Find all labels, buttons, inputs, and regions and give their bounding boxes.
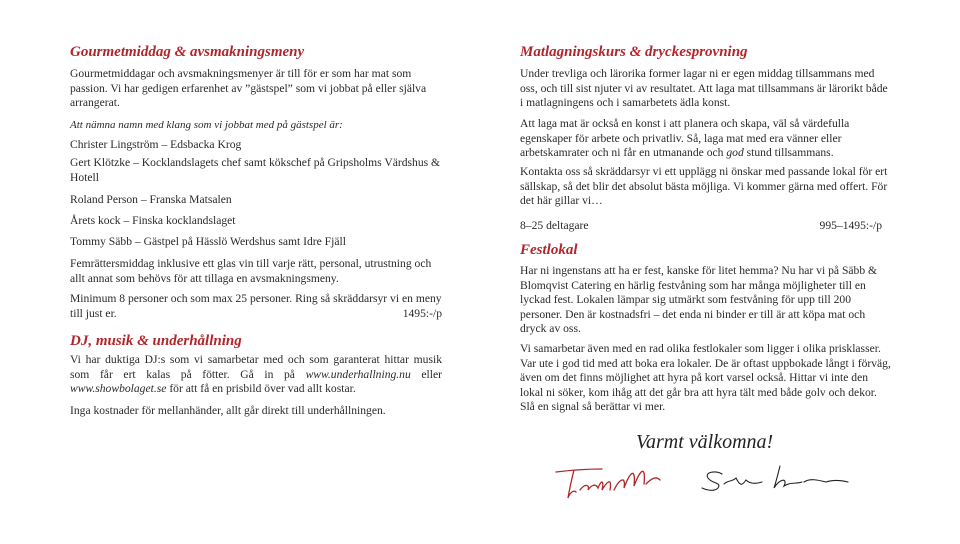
course-p1: Under trevliga och lärorika former lagar ni er egen middag tillsammans med oss, och till sist njuter vi av resultatet. Att laga mat tillsammans är lärorikt både i matlagningens och i samarbetets ädla konst. [520,67,888,109]
dj-text-c: för att få en prisbild över vad allt kostar. [166,382,356,395]
chef-item: Gert Klötzke – Kocklandslagets chef samt kökschef på Gripsholms Värdshus & Hotell [70,156,441,184]
closing-greeting: Varmt välkomna! [636,431,774,453]
course-price-row [520,219,882,235]
signatures [552,456,882,506]
festlokal-p2: Vi samarbetar även med en rad olika festlokaler som ligger i olika prisklasser. Var ute i god tid med att boka era lokaler. De är oftast uppbokade långt i förväg, även om det finns möjlighet att hyra på kort varsel också. Hittar vi inte den lokal ni söker, kom ihåg att det går bra att hyra tält med både golv och dekor. Slå en signal så berättar vi mer. [520,342,891,413]
dj-heading: DJ, musik & underhållning [70,333,242,349]
dj-text-b: eller [410,367,442,381]
gourmet-intro: Gourmetmiddagar och avsmakningsmenyer är till för er som har mat som passion. Vi har gedigen erfarenhet av ”gästspel” som vi jobbat på eller själva arrangerat. [70,67,427,109]
chef-item: Tommy Säbb – Gästpel på Hässlö Werdshus samt Idre Fjäll [70,235,346,248]
showbolaget-link[interactable]: www.showbolaget.se [70,382,167,395]
dj-text-a: Vi har duktiga DJ:s som vi samarbetar med och som garanterat hittar musik som får ert kalas på fötter. Gå in på [70,353,442,381]
course-p3: Kontakta oss så skräddarsyr vi ett upplägg ni önskar med passande lokal för ert sällskap, så det blir det absolut bästa möjliga. Vi kommer gärna med offert. För det här gillar vi… [520,165,888,207]
course-participants: 8–25 deltagare [520,219,589,232]
chef-item: Christer Lingström – Edsbacka Krog [70,138,242,151]
gourmet-minimum [70,292,442,321]
chefs-intro: Att nämna namn med klang som vi jobbat med på gästspel är: [70,119,343,131]
course-p2-a: Att laga mat är också en konst i att planera och skapa, väl så värdefulla egenskaper för arbete och privatliv. Så, laga mat med era vänner eller arbetskamrater och ni får en utmanande och [520,117,850,159]
signature-black-icon [702,466,848,490]
minimum-text: Minimum 8 personer och som max 25 personer. Ring så skräddarsyr vi en meny till just er. [70,292,442,320]
underhallning-link[interactable]: www.underhallning.nu [305,367,411,381]
course-p2-b: stund tillsammans. [743,146,834,159]
festlokal-p1: Har ni ingenstans att ha er fest, kanske för litet hemma? Nu har vi på Säbb & Blomqvist Catering en härlig festvåning som har många möjligheter till en lyckad fest. Lokalen lämpar sig utmärkt som festvåning för upp till 200 personer. Den är kostnadsfri – det enda ni binder er till är att köpa mat och dryck av oss. [520,264,878,335]
course-price: 995–1495:-/p [819,219,882,232]
chef-item: Roland Person – Franska Matsalen [70,193,232,206]
course-p2-em: god [726,146,744,159]
dj-text [70,353,442,397]
course-p2 [520,117,892,161]
course-heading: Matlagningskurs & dryckesprovning [520,44,748,60]
signature-red-icon [556,469,660,498]
dj-note: Inga kostnader för mellanhänder, allt går direkt till underhållningen. [70,404,386,417]
gourmet-description: Femrättersmiddag inklusive ett glas vin till varje rätt, personal, utrustning och allt annat som behövs för att tillaga en avsmakningsmeny. [70,257,432,285]
gourmet-heading: Gourmetmiddag & avsmakningsmeny [70,44,305,60]
festlokal-heading: Festlokal [520,242,578,258]
gourmet-price: 1495:-/p [402,307,442,320]
chef-item: Årets kock – Finska kocklandslaget [70,214,236,227]
